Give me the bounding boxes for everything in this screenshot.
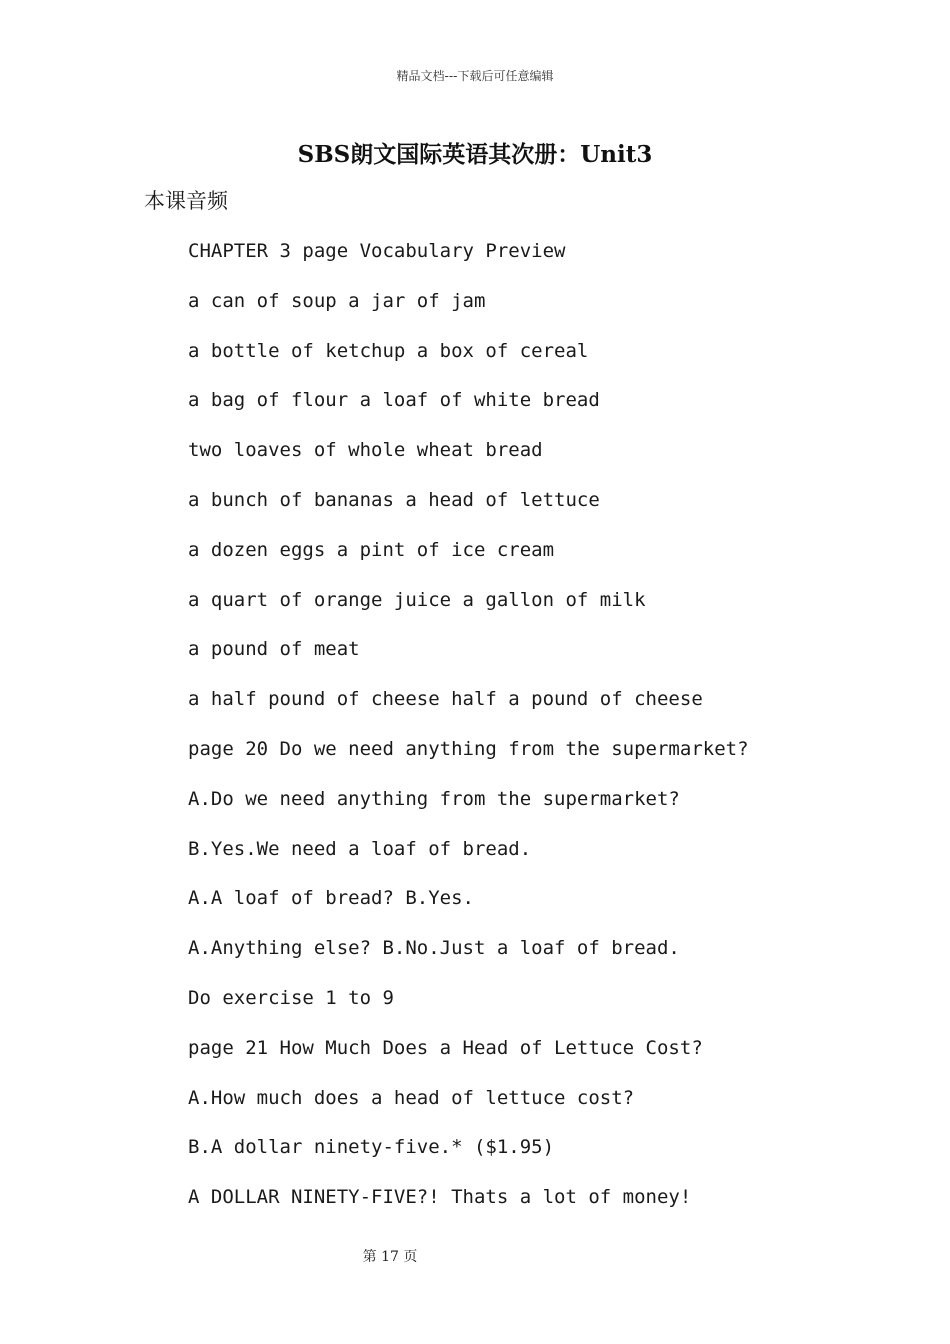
text-line: A.Anything else? B.No.Just a loaf of bread. bbox=[188, 937, 680, 960]
text-line: a half pound of cheese half a pound of cheese bbox=[188, 688, 703, 711]
text-line: two loaves of whole wheat bread bbox=[188, 439, 543, 462]
text-line: CHAPTER 3 page Vocabulary Preview bbox=[188, 240, 566, 262]
text-line: a bunch of bananas a head of lettuce bbox=[188, 488, 600, 511]
text-line: a dozen eggs a pint of ice cream bbox=[188, 538, 555, 561]
header-note: 精品文档---下载后可任意编辑 bbox=[396, 69, 554, 83]
text-line: A.A loaf of bread? B.Yes. bbox=[188, 887, 474, 910]
text-line: B.A dollar ninety-five.* ($1.95) bbox=[188, 1136, 555, 1159]
text-line: Do exercise 1 to 9 bbox=[188, 986, 394, 1009]
text-lines bbox=[188, 236, 749, 1232]
text-line: A.Do we need anything from the supermarket? bbox=[188, 787, 680, 810]
text-line: a can of soup a jar of jam bbox=[188, 289, 486, 312]
document-title: SBS朗文国际英语其次册：Unit3 bbox=[297, 141, 653, 168]
page-number: 第 17 页 bbox=[362, 1249, 418, 1265]
text-line: a pound of meat bbox=[188, 638, 360, 661]
text-line: A.How much does a head of lettuce cost? bbox=[188, 1086, 635, 1109]
text-line: A DOLLAR NINETY-FIVE?! Thats a lot of money! bbox=[188, 1186, 692, 1209]
text-line: a quart of orange juice a gallon of milk bbox=[188, 588, 646, 611]
text-line: B.Yes.We need a loaf of bread. bbox=[188, 837, 532, 860]
text-line: a bottle of ketchup a box of cereal bbox=[188, 339, 589, 362]
text-line: page 20 Do we need anything from the supermarket? bbox=[188, 737, 749, 760]
text-line: a bag of flour a loaf of white bread bbox=[188, 389, 600, 412]
text-line: page 21 How Much Does a Head of Lettuce Cost? bbox=[188, 1036, 703, 1059]
section-heading: 本课音频 bbox=[144, 189, 228, 213]
